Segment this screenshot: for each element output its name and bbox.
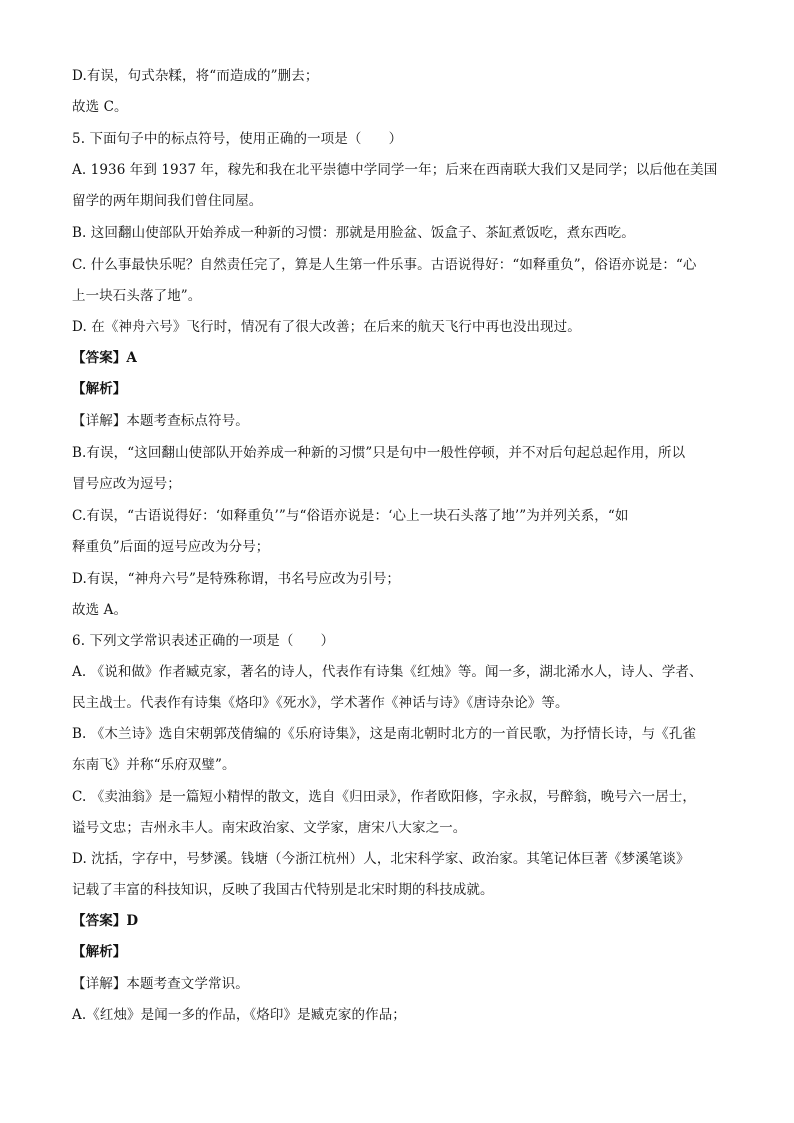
question-6-option-c-cont: 谥号文忠；吉州永丰人。南宋政治家、文学家，唐宋八大家之一。 — [72, 820, 467, 836]
question-5-option-c: C. 什么事最快乐呢？自然责任完了，算是人生第一件乐事。古语说得好：“如释重负”，俗语亦说是：“心 — [72, 257, 697, 273]
analysis-label: 【解析】 — [72, 381, 127, 397]
question-6-option-c: C. 《卖油翁》是一篇短小精悍的散文，选自《归田录》，作者欧阳修，字永叔，号醉翁，晚号六一居士， — [72, 789, 696, 805]
answer-line: A.《红烛》是闻一多的作品，《烙印》是臧克家的作品； — [72, 1007, 406, 1023]
answer-line: 释重负”后面的逗号应改为分号； — [72, 539, 270, 555]
question-5-stem: 5. 下面句子中的标点符号，使用正确的一项是（ ） — [72, 131, 403, 147]
question-6-stem: 6. 下列文学常识表述正确的一项是（ ） — [72, 633, 335, 649]
answer-line: C.有误，“古语说得好：‘如释重负’”与“俗语亦说是：‘心上一块石头落了地’”为并列关系，“如 — [72, 508, 629, 524]
question-6-option-d: D. 沈括，字存中，号梦溪。钱塘（今浙江杭州）人，北宋科学家、政治家。其笔记体巨著《梦溪笔谈》 — [72, 851, 690, 867]
answer-line: 冒号应改为逗号； — [72, 476, 181, 492]
question-6-option-b-cont: 东南飞》并称“乐府双璧”。 — [72, 757, 236, 773]
question-6-option-a-cont: 民主战士。代表作有诗集《烙印》《死水》，学术著作《神话与诗》《唐诗杂论》等。 — [72, 695, 569, 711]
question-5-option-a: A. 1936 年到 1937 年，稼先和我在北平崇德中学同学一年；后来在西南联大我们又是同学；以后他在美国 — [72, 162, 718, 178]
answer-line: B.有误，“这回翻山使部队开始养成一种新的习惯”只是句中一般性停顿，并不对后句起总起作用，所以 — [72, 445, 686, 461]
detail-line: 【详解】本题考查标点符号。 — [72, 413, 249, 429]
question-5-option-d: D. 在《神舟六号》飞行时，情况有了很大改善；在后来的航天飞行中再也没出现过。 — [72, 319, 581, 335]
answer-conclusion: 故选 C。 — [72, 99, 128, 115]
question-6-option-a: A. 《说和做》作者臧克家，著名的诗人，代表作有诗集《红烛》等。闻一多，湖北浠水人，诗人、学者、 — [72, 664, 703, 680]
question-5-option-b: B. 这回翻山使部队开始养成一种新的习惯：那就是用脸盆、饭盒子、茶缸煮饭吃，煮东西吃。 — [72, 225, 635, 241]
question-5-option-a-cont: 留学的两年期间我们曾住同屋。 — [72, 193, 263, 209]
answer-label: 【答案】D — [72, 913, 139, 929]
question-6-option-b: B. 《木兰诗》选自宋朝郭茂倩编的《乐府诗集》，这是南北朝时北方的一首民歌，为抒情长诗，与《孔雀 — [72, 726, 697, 742]
answer-label: 【答案】A — [72, 350, 137, 366]
answer-line: D.有误，句式杂糅，将“而造成的”删去； — [72, 68, 319, 84]
analysis-label: 【解析】 — [72, 944, 127, 960]
question-5-option-c-cont: 上一块石头落了地”。 — [72, 288, 202, 304]
detail-line: 【详解】本题考查文学常识。 — [72, 976, 249, 992]
answer-line: D.有误，“神舟六号”是特殊称谓，书名号应改为引号； — [72, 571, 401, 587]
answer-conclusion: 故选 A。 — [72, 602, 128, 618]
question-6-option-d-cont: 记载了丰富的科技知识，反映了我国古代特别是北宋时期的科技成就。 — [72, 882, 494, 898]
